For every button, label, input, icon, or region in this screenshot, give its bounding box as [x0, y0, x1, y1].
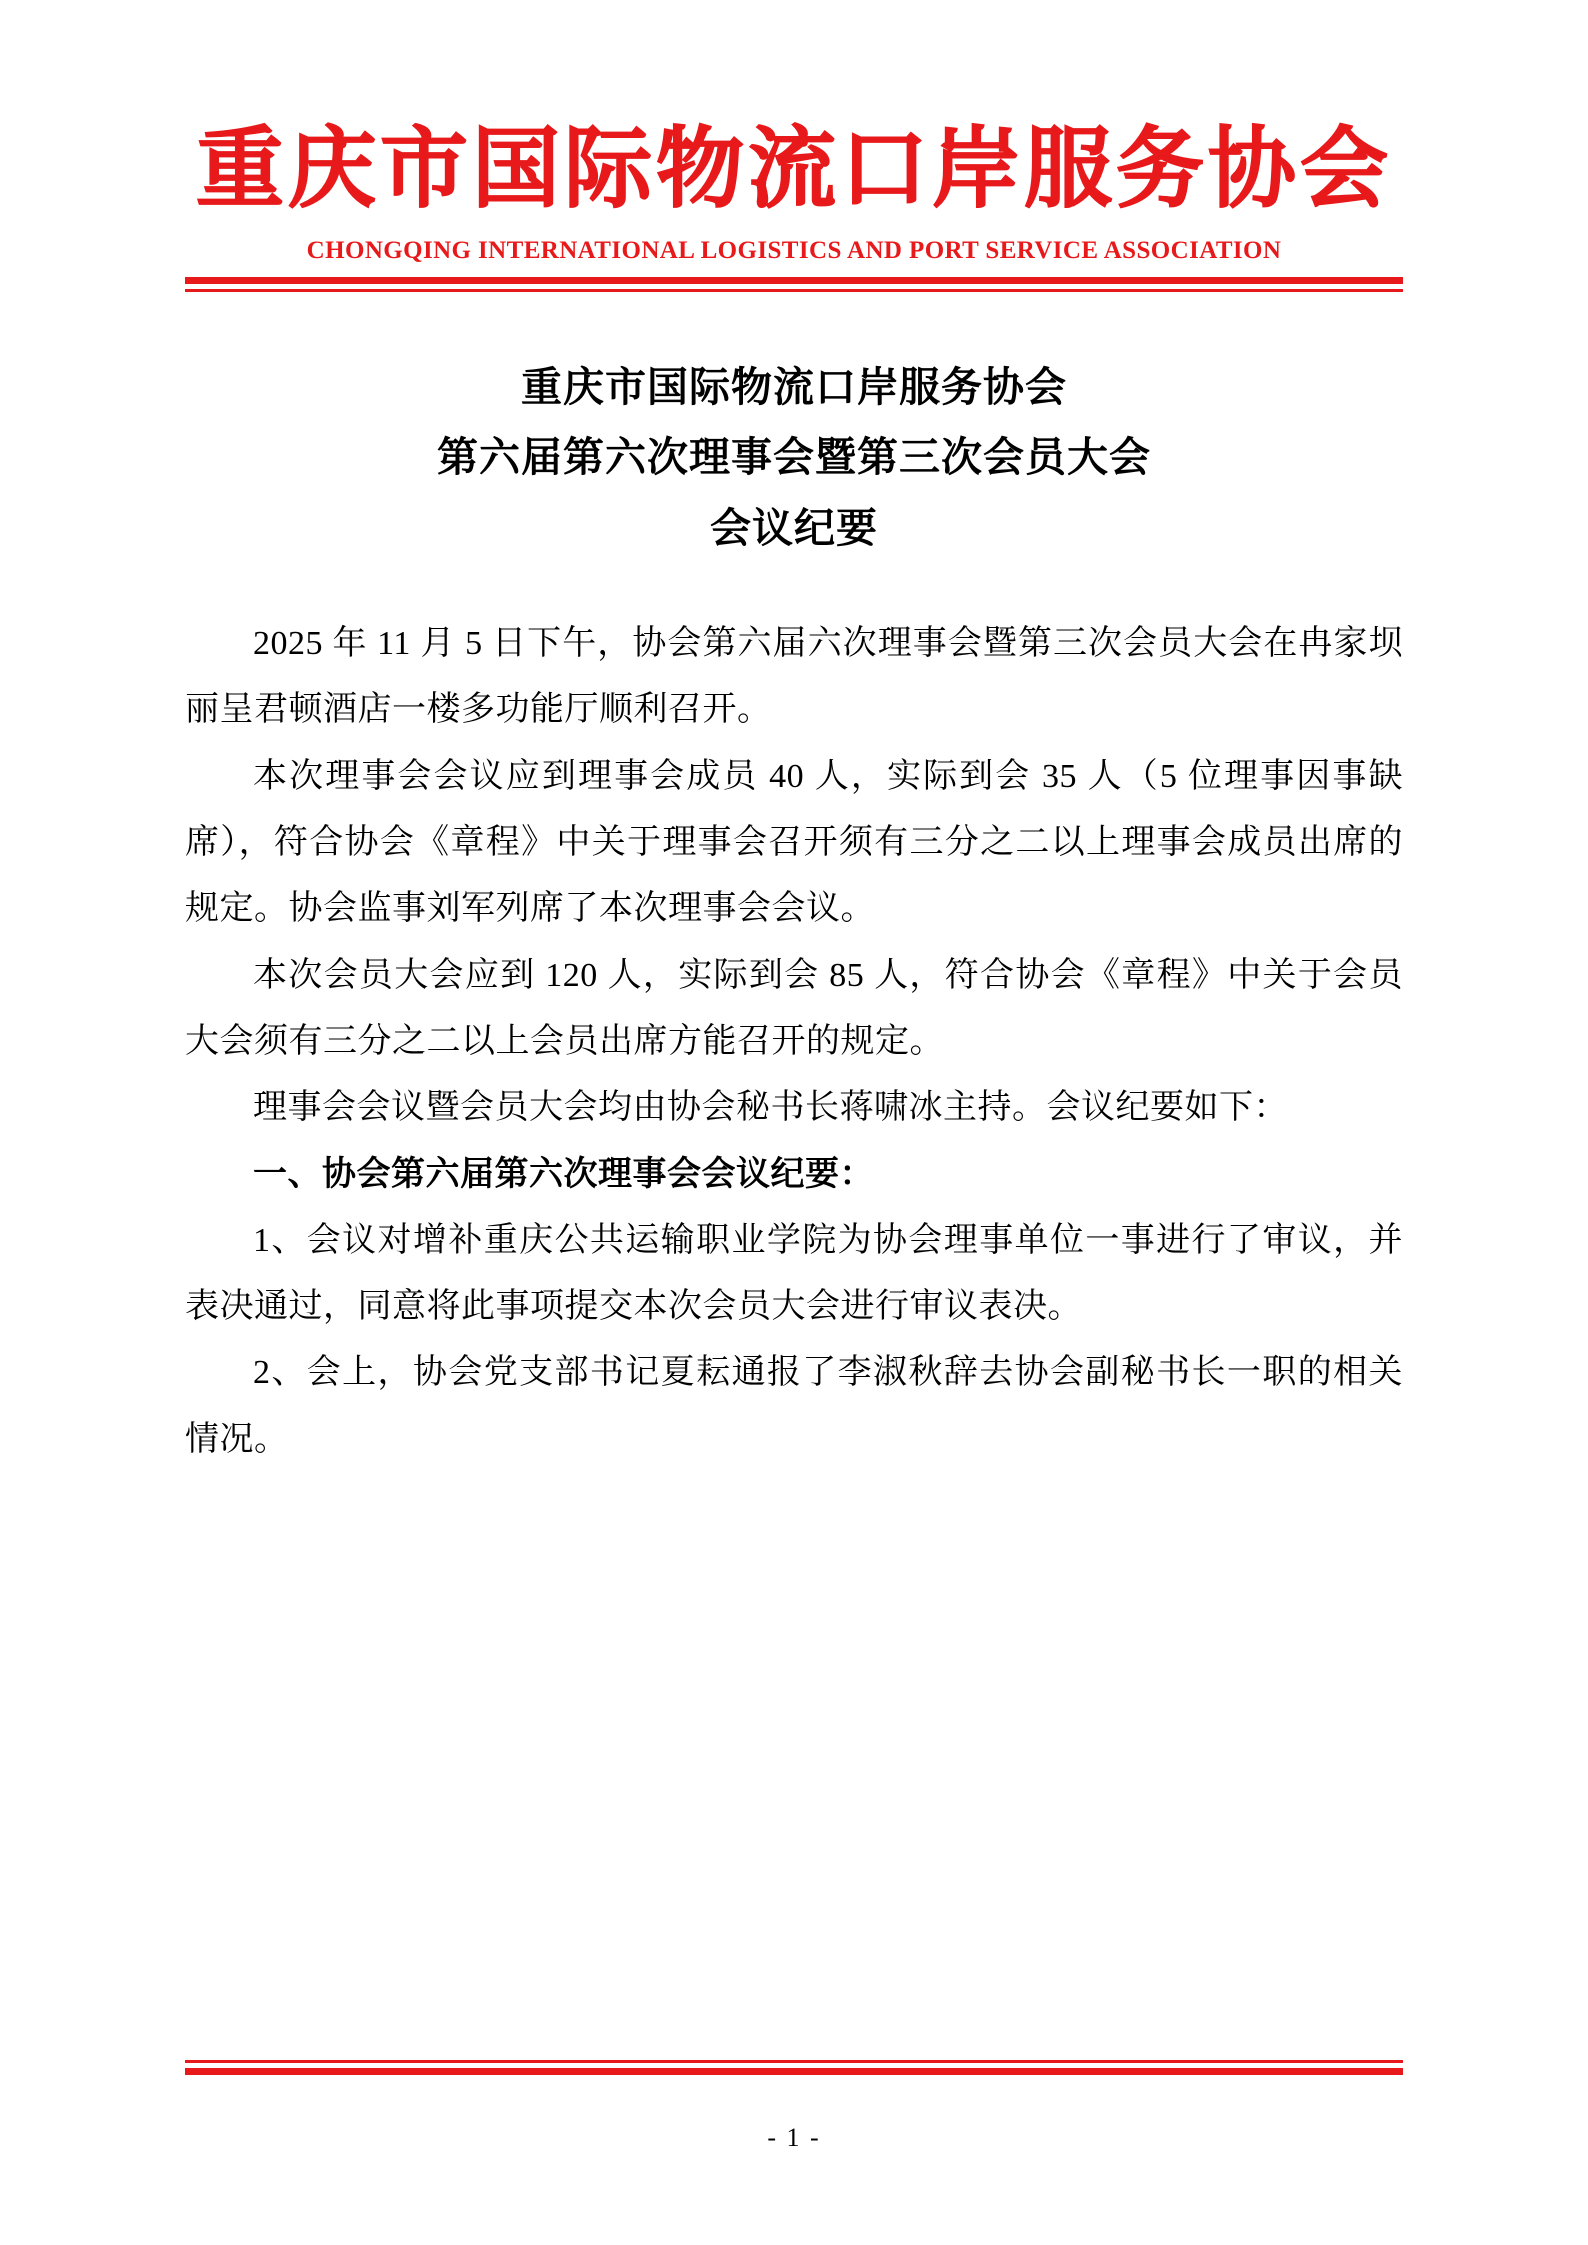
body-paragraph: 本次会员大会应到 120 人，实际到会 85 人，符合协会《章程》中关于会员大会须有三分之二以上会员出席方能召开的规定。: [185, 956, 1403, 1060]
divider-thin-line: [185, 289, 1403, 292]
body-section-heading: 一、协会第六届第六次理事会会议纪要：: [253, 1155, 874, 1194]
divider-thick-line: [185, 277, 1403, 284]
document-body: [185, 611, 1403, 1473]
letterhead: [185, 0, 1403, 265]
document-title: [185, 352, 1403, 564]
letterhead-divider: [185, 277, 1403, 292]
body-paragraph: 1、会议对增补重庆公共运输职业学院为协会理事单位一事进行了审议，并表决通过，同意将此事项提交本次会员大会进行审议表决。: [185, 1221, 1403, 1326]
divider-thick-line: [185, 2068, 1403, 2075]
document-title-line-2: 第六届第六次理事会暨第三次会员大会: [437, 434, 1151, 481]
document-title-line-1: 重庆市国际物流口岸服务协会: [521, 363, 1067, 410]
footer-divider: [185, 2060, 1403, 2075]
body-paragraph: 本次理事会会议应到理事会成员 40 人，实际到会 35 人（5 位理事因事缺席），符合协会《章程》中关于理事会召开须有三分之二以上理事会成员出席的规定。协会监事刘军列席了本次理事会会议。: [185, 757, 1403, 928]
document-title-line-3: 会议纪要: [710, 504, 878, 551]
page-number: - 1 -: [767, 2123, 821, 2152]
page-footer: [185, 2060, 1403, 2153]
body-paragraph: 2、会上，协会党支部书记夏耘通报了李淑秋辞去协会副秘书长一职的相关情况。: [185, 1354, 1403, 1458]
organization-name-english: CHONGQING INTERNATIONAL LOGISTICS AND PORT SERVICE ASSOCIATION: [306, 236, 1282, 264]
body-paragraph: 理事会会议暨会员大会均由协会秘书长蒋啸冰主持。会议纪要如下：: [253, 1089, 1288, 1127]
divider-thin-line: [185, 2060, 1403, 2063]
organization-name-chinese: 重庆市国际物流口岸服务协会: [195, 119, 1392, 218]
body-paragraph: 2025 年 11 月 5 日下午，协会第六届六次理事会暨第三次会员大会在冉家坝丽呈君顿酒店一楼多功能厅顺利召开。: [185, 625, 1403, 729]
